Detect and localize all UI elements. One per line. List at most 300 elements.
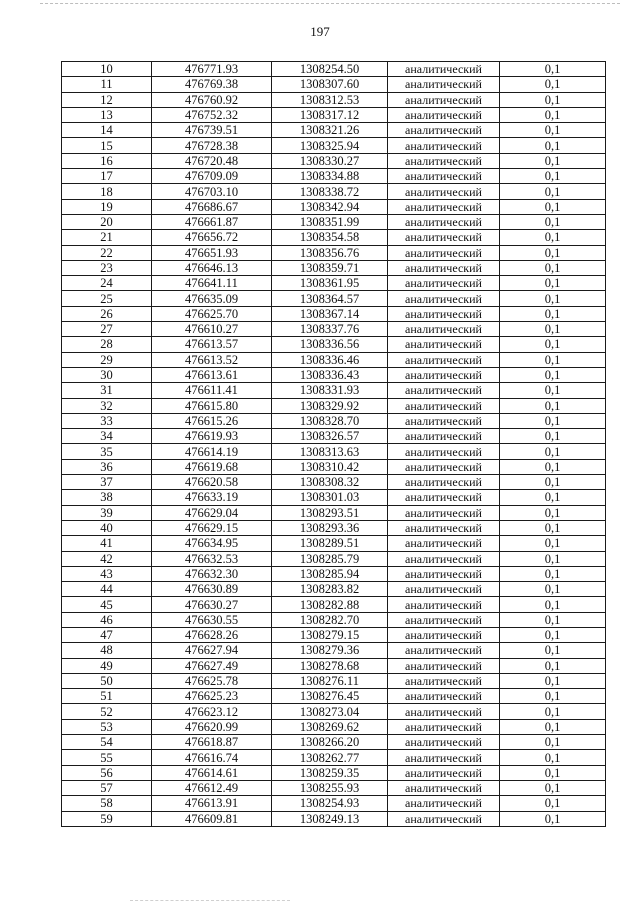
table-row (62, 780, 606, 795)
y-coordinate-cell: 1308301.03 (272, 490, 388, 505)
table-row (62, 107, 606, 122)
y-coordinate-cell: 1308279.15 (272, 627, 388, 642)
method-cell: аналитический (388, 123, 500, 138)
x-coordinate-cell: 476632.30 (152, 566, 272, 581)
x-coordinate-cell: 476609.81 (152, 811, 272, 826)
x-coordinate-cell: 476651.93 (152, 245, 272, 260)
table-row (62, 643, 606, 658)
y-coordinate-cell: 1308317.12 (272, 107, 388, 122)
accuracy-cell: 0,1 (500, 291, 606, 306)
point-number-cell: 57 (62, 780, 152, 795)
x-coordinate-cell: 476614.61 (152, 765, 272, 780)
method-cell: аналитический (388, 780, 500, 795)
accuracy-cell: 0,1 (500, 306, 606, 321)
table-row (62, 612, 606, 627)
point-number-cell: 20 (62, 214, 152, 229)
table-row (62, 658, 606, 673)
method-cell: аналитический (388, 306, 500, 321)
accuracy-cell: 0,1 (500, 673, 606, 688)
method-cell: аналитический (388, 612, 500, 627)
accuracy-cell: 0,1 (500, 796, 606, 811)
method-cell: аналитический (388, 796, 500, 811)
method-cell: аналитический (388, 490, 500, 505)
y-coordinate-cell: 1308331.93 (272, 383, 388, 398)
method-cell: аналитический (388, 597, 500, 612)
y-coordinate-cell: 1308367.14 (272, 306, 388, 321)
y-coordinate-cell: 1308334.88 (272, 169, 388, 184)
table-row (62, 77, 606, 92)
accuracy-cell: 0,1 (500, 689, 606, 704)
table-row (62, 337, 606, 352)
y-coordinate-cell: 1308338.72 (272, 184, 388, 199)
accuracy-cell: 0,1 (500, 138, 606, 153)
y-coordinate-cell: 1308249.13 (272, 811, 388, 826)
method-cell: аналитический (388, 352, 500, 367)
x-coordinate-cell: 476611.41 (152, 383, 272, 398)
y-coordinate-cell: 1308354.58 (272, 230, 388, 245)
method-cell: аналитический (388, 505, 500, 520)
accuracy-cell: 0,1 (500, 765, 606, 780)
table-row (62, 444, 606, 459)
x-coordinate-cell: 476630.27 (152, 597, 272, 612)
table-row (62, 750, 606, 765)
accuracy-cell: 0,1 (500, 582, 606, 597)
accuracy-cell: 0,1 (500, 169, 606, 184)
y-coordinate-cell: 1308326.57 (272, 429, 388, 444)
accuracy-cell: 0,1 (500, 337, 606, 352)
point-number-cell: 39 (62, 505, 152, 520)
scan-bottom-edge (130, 900, 290, 901)
point-number-cell: 37 (62, 475, 152, 490)
point-number-cell: 13 (62, 107, 152, 122)
y-coordinate-cell: 1308310.42 (272, 459, 388, 474)
table-row (62, 536, 606, 551)
point-number-cell: 58 (62, 796, 152, 811)
point-number-cell: 38 (62, 490, 152, 505)
x-coordinate-cell: 476630.89 (152, 582, 272, 597)
method-cell: аналитический (388, 582, 500, 597)
y-coordinate-cell: 1308336.43 (272, 367, 388, 382)
x-coordinate-cell: 476709.09 (152, 169, 272, 184)
accuracy-cell: 0,1 (500, 444, 606, 459)
y-coordinate-cell: 1308269.62 (272, 719, 388, 734)
method-cell: аналитический (388, 566, 500, 581)
accuracy-cell: 0,1 (500, 627, 606, 642)
method-cell: аналитический (388, 260, 500, 275)
y-coordinate-cell: 1308342.94 (272, 199, 388, 214)
method-cell: аналитический (388, 230, 500, 245)
table-row (62, 566, 606, 581)
point-number-cell: 22 (62, 245, 152, 260)
table-row (62, 811, 606, 826)
y-coordinate-cell: 1308308.32 (272, 475, 388, 490)
point-number-cell: 17 (62, 169, 152, 184)
y-coordinate-cell: 1308283.82 (272, 582, 388, 597)
table-row (62, 459, 606, 474)
x-coordinate-cell: 476627.49 (152, 658, 272, 673)
point-number-cell: 11 (62, 77, 152, 92)
x-coordinate-cell: 476632.53 (152, 551, 272, 566)
method-cell: аналитический (388, 291, 500, 306)
method-cell: аналитический (388, 138, 500, 153)
method-cell: аналитический (388, 459, 500, 474)
point-number-cell: 30 (62, 367, 152, 382)
x-coordinate-cell: 476769.38 (152, 77, 272, 92)
x-coordinate-cell: 476615.80 (152, 398, 272, 413)
point-number-cell: 35 (62, 444, 152, 459)
method-cell: аналитический (388, 77, 500, 92)
y-coordinate-cell: 1308330.27 (272, 153, 388, 168)
x-coordinate-cell: 476613.91 (152, 796, 272, 811)
page-number: 197 (310, 24, 330, 39)
method-cell: аналитический (388, 413, 500, 428)
method-cell: аналитический (388, 383, 500, 398)
method-cell: аналитический (388, 627, 500, 642)
y-coordinate-cell: 1308351.99 (272, 214, 388, 229)
x-coordinate-cell: 476610.27 (152, 322, 272, 337)
point-number-cell: 42 (62, 551, 152, 566)
y-coordinate-cell: 1308336.46 (272, 352, 388, 367)
x-coordinate-cell: 476641.11 (152, 276, 272, 291)
y-coordinate-cell: 1308364.57 (272, 291, 388, 306)
accuracy-cell: 0,1 (500, 77, 606, 92)
accuracy-cell: 0,1 (500, 459, 606, 474)
table-row (62, 582, 606, 597)
accuracy-cell: 0,1 (500, 199, 606, 214)
table-row (62, 291, 606, 306)
point-number-cell: 27 (62, 322, 152, 337)
method-cell: аналитический (388, 444, 500, 459)
y-coordinate-cell: 1308293.51 (272, 505, 388, 520)
accuracy-cell: 0,1 (500, 780, 606, 795)
method-cell: аналитический (388, 673, 500, 688)
table-row (62, 520, 606, 535)
x-coordinate-cell: 476618.87 (152, 735, 272, 750)
table-row (62, 153, 606, 168)
y-coordinate-cell: 1308328.70 (272, 413, 388, 428)
point-number-cell: 49 (62, 658, 152, 673)
y-coordinate-cell: 1308262.77 (272, 750, 388, 765)
method-cell: аналитический (388, 643, 500, 658)
y-coordinate-cell: 1308285.94 (272, 566, 388, 581)
method-cell: аналитический (388, 199, 500, 214)
coordinates-table-body (62, 62, 606, 827)
y-coordinate-cell: 1308282.88 (272, 597, 388, 612)
accuracy-cell: 0,1 (500, 62, 606, 77)
table-row (62, 551, 606, 566)
x-coordinate-cell: 476629.15 (152, 520, 272, 535)
accuracy-cell: 0,1 (500, 658, 606, 673)
accuracy-cell: 0,1 (500, 153, 606, 168)
point-number-cell: 54 (62, 735, 152, 750)
point-number-cell: 19 (62, 199, 152, 214)
method-cell: аналитический (388, 719, 500, 734)
y-coordinate-cell: 1308279.36 (272, 643, 388, 658)
point-number-cell: 40 (62, 520, 152, 535)
y-coordinate-cell: 1308276.11 (272, 673, 388, 688)
table-row (62, 138, 606, 153)
y-coordinate-cell: 1308325.94 (272, 138, 388, 153)
y-coordinate-cell: 1308254.93 (272, 796, 388, 811)
accuracy-cell: 0,1 (500, 352, 606, 367)
method-cell: аналитический (388, 475, 500, 490)
y-coordinate-cell: 1308278.68 (272, 658, 388, 673)
method-cell: аналитический (388, 276, 500, 291)
point-number-cell: 52 (62, 704, 152, 719)
y-coordinate-cell: 1308276.45 (272, 689, 388, 704)
x-coordinate-cell: 476633.19 (152, 490, 272, 505)
accuracy-cell: 0,1 (500, 490, 606, 505)
x-coordinate-cell: 476612.49 (152, 780, 272, 795)
scan-top-edge (40, 3, 620, 4)
x-coordinate-cell: 476703.10 (152, 184, 272, 199)
accuracy-cell: 0,1 (500, 505, 606, 520)
point-number-cell: 44 (62, 582, 152, 597)
x-coordinate-cell: 476656.72 (152, 230, 272, 245)
accuracy-cell: 0,1 (500, 398, 606, 413)
y-coordinate-cell: 1308336.56 (272, 337, 388, 352)
x-coordinate-cell: 476771.93 (152, 62, 272, 77)
y-coordinate-cell: 1308312.53 (272, 92, 388, 107)
table-row (62, 627, 606, 642)
method-cell: аналитический (388, 750, 500, 765)
x-coordinate-cell: 476625.23 (152, 689, 272, 704)
point-number-cell: 24 (62, 276, 152, 291)
x-coordinate-cell: 476635.09 (152, 291, 272, 306)
point-number-cell: 46 (62, 612, 152, 627)
accuracy-cell: 0,1 (500, 107, 606, 122)
x-coordinate-cell: 476625.70 (152, 306, 272, 321)
table-row (62, 322, 606, 337)
method-cell: аналитический (388, 735, 500, 750)
table-row (62, 383, 606, 398)
x-coordinate-cell: 476634.95 (152, 536, 272, 551)
table-row (62, 490, 606, 505)
method-cell: аналитический (388, 689, 500, 704)
point-number-cell: 16 (62, 153, 152, 168)
table-row (62, 689, 606, 704)
table-row (62, 429, 606, 444)
point-number-cell: 12 (62, 92, 152, 107)
x-coordinate-cell: 476629.04 (152, 505, 272, 520)
point-number-cell: 56 (62, 765, 152, 780)
table-row (62, 62, 606, 77)
accuracy-cell: 0,1 (500, 750, 606, 765)
table-row (62, 765, 606, 780)
point-number-cell: 25 (62, 291, 152, 306)
point-number-cell: 55 (62, 750, 152, 765)
y-coordinate-cell: 1308321.26 (272, 123, 388, 138)
point-number-cell: 32 (62, 398, 152, 413)
x-coordinate-cell: 476686.67 (152, 199, 272, 214)
accuracy-cell: 0,1 (500, 597, 606, 612)
method-cell: аналитический (388, 658, 500, 673)
table-row (62, 169, 606, 184)
y-coordinate-cell: 1308307.60 (272, 77, 388, 92)
x-coordinate-cell: 476628.26 (152, 627, 272, 642)
method-cell: аналитический (388, 184, 500, 199)
point-number-cell: 28 (62, 337, 152, 352)
y-coordinate-cell: 1308289.51 (272, 536, 388, 551)
y-coordinate-cell: 1308359.71 (272, 260, 388, 275)
coordinates-table-container (61, 61, 605, 827)
accuracy-cell: 0,1 (500, 322, 606, 337)
accuracy-cell: 0,1 (500, 536, 606, 551)
x-coordinate-cell: 476614.19 (152, 444, 272, 459)
x-coordinate-cell: 476661.87 (152, 214, 272, 229)
point-number-cell: 33 (62, 413, 152, 428)
table-row (62, 260, 606, 275)
x-coordinate-cell: 476625.78 (152, 673, 272, 688)
x-coordinate-cell: 476646.13 (152, 260, 272, 275)
method-cell: аналитический (388, 520, 500, 535)
y-coordinate-cell: 1308266.20 (272, 735, 388, 750)
x-coordinate-cell: 476752.32 (152, 107, 272, 122)
point-number-cell: 21 (62, 230, 152, 245)
point-number-cell: 31 (62, 383, 152, 398)
point-number-cell: 36 (62, 459, 152, 474)
coordinates-table (61, 61, 606, 827)
table-row (62, 719, 606, 734)
y-coordinate-cell: 1308361.95 (272, 276, 388, 291)
accuracy-cell: 0,1 (500, 230, 606, 245)
y-coordinate-cell: 1308313.63 (272, 444, 388, 459)
accuracy-cell: 0,1 (500, 245, 606, 260)
method-cell: аналитический (388, 92, 500, 107)
accuracy-cell: 0,1 (500, 612, 606, 627)
table-row (62, 230, 606, 245)
point-number-cell: 26 (62, 306, 152, 321)
y-coordinate-cell: 1308337.76 (272, 322, 388, 337)
x-coordinate-cell: 476760.92 (152, 92, 272, 107)
method-cell: аналитический (388, 153, 500, 168)
y-coordinate-cell: 1308255.93 (272, 780, 388, 795)
method-cell: аналитический (388, 337, 500, 352)
point-number-cell: 43 (62, 566, 152, 581)
method-cell: аналитический (388, 429, 500, 444)
y-coordinate-cell: 1308273.04 (272, 704, 388, 719)
x-coordinate-cell: 476620.99 (152, 719, 272, 734)
accuracy-cell: 0,1 (500, 184, 606, 199)
x-coordinate-cell: 476613.61 (152, 367, 272, 382)
y-coordinate-cell: 1308254.50 (272, 62, 388, 77)
x-coordinate-cell: 476619.93 (152, 429, 272, 444)
accuracy-cell: 0,1 (500, 719, 606, 734)
point-number-cell: 18 (62, 184, 152, 199)
method-cell: аналитический (388, 398, 500, 413)
table-row (62, 199, 606, 214)
x-coordinate-cell: 476615.26 (152, 413, 272, 428)
accuracy-cell: 0,1 (500, 643, 606, 658)
y-coordinate-cell: 1308293.36 (272, 520, 388, 535)
table-row (62, 245, 606, 260)
table-row (62, 184, 606, 199)
accuracy-cell: 0,1 (500, 704, 606, 719)
x-coordinate-cell: 476620.58 (152, 475, 272, 490)
x-coordinate-cell: 476613.52 (152, 352, 272, 367)
method-cell: аналитический (388, 169, 500, 184)
accuracy-cell: 0,1 (500, 735, 606, 750)
method-cell: аналитический (388, 214, 500, 229)
accuracy-cell: 0,1 (500, 429, 606, 444)
method-cell: аналитический (388, 536, 500, 551)
method-cell: аналитический (388, 62, 500, 77)
y-coordinate-cell: 1308259.35 (272, 765, 388, 780)
y-coordinate-cell: 1308356.76 (272, 245, 388, 260)
point-number-cell: 53 (62, 719, 152, 734)
table-row (62, 306, 606, 321)
x-coordinate-cell: 476720.48 (152, 153, 272, 168)
table-row (62, 796, 606, 811)
y-coordinate-cell: 1308282.70 (272, 612, 388, 627)
point-number-cell: 10 (62, 62, 152, 77)
point-number-cell: 15 (62, 138, 152, 153)
point-number-cell: 14 (62, 123, 152, 138)
table-row (62, 735, 606, 750)
accuracy-cell: 0,1 (500, 475, 606, 490)
table-row (62, 276, 606, 291)
method-cell: аналитический (388, 811, 500, 826)
table-row (62, 214, 606, 229)
accuracy-cell: 0,1 (500, 92, 606, 107)
accuracy-cell: 0,1 (500, 811, 606, 826)
point-number-cell: 41 (62, 536, 152, 551)
method-cell: аналитический (388, 245, 500, 260)
table-row (62, 505, 606, 520)
method-cell: аналитический (388, 551, 500, 566)
accuracy-cell: 0,1 (500, 123, 606, 138)
method-cell: аналитический (388, 322, 500, 337)
table-row (62, 398, 606, 413)
x-coordinate-cell: 476630.55 (152, 612, 272, 627)
x-coordinate-cell: 476739.51 (152, 123, 272, 138)
table-row (62, 92, 606, 107)
table-row (62, 597, 606, 612)
x-coordinate-cell: 476616.74 (152, 750, 272, 765)
point-number-cell: 29 (62, 352, 152, 367)
accuracy-cell: 0,1 (500, 367, 606, 382)
point-number-cell: 47 (62, 627, 152, 642)
point-number-cell: 45 (62, 597, 152, 612)
accuracy-cell: 0,1 (500, 551, 606, 566)
method-cell: аналитический (388, 107, 500, 122)
point-number-cell: 50 (62, 673, 152, 688)
y-coordinate-cell: 1308329.92 (272, 398, 388, 413)
table-row (62, 673, 606, 688)
table-row (62, 352, 606, 367)
method-cell: аналитический (388, 704, 500, 719)
accuracy-cell: 0,1 (500, 260, 606, 275)
accuracy-cell: 0,1 (500, 520, 606, 535)
point-number-cell: 59 (62, 811, 152, 826)
table-row (62, 123, 606, 138)
method-cell: аналитический (388, 765, 500, 780)
table-row (62, 475, 606, 490)
accuracy-cell: 0,1 (500, 276, 606, 291)
table-row (62, 704, 606, 719)
x-coordinate-cell: 476613.57 (152, 337, 272, 352)
point-number-cell: 48 (62, 643, 152, 658)
method-cell: аналитический (388, 367, 500, 382)
point-number-cell: 34 (62, 429, 152, 444)
accuracy-cell: 0,1 (500, 214, 606, 229)
point-number-cell: 51 (62, 689, 152, 704)
accuracy-cell: 0,1 (500, 566, 606, 581)
x-coordinate-cell: 476619.68 (152, 459, 272, 474)
x-coordinate-cell: 476623.12 (152, 704, 272, 719)
accuracy-cell: 0,1 (500, 413, 606, 428)
y-coordinate-cell: 1308285.79 (272, 551, 388, 566)
